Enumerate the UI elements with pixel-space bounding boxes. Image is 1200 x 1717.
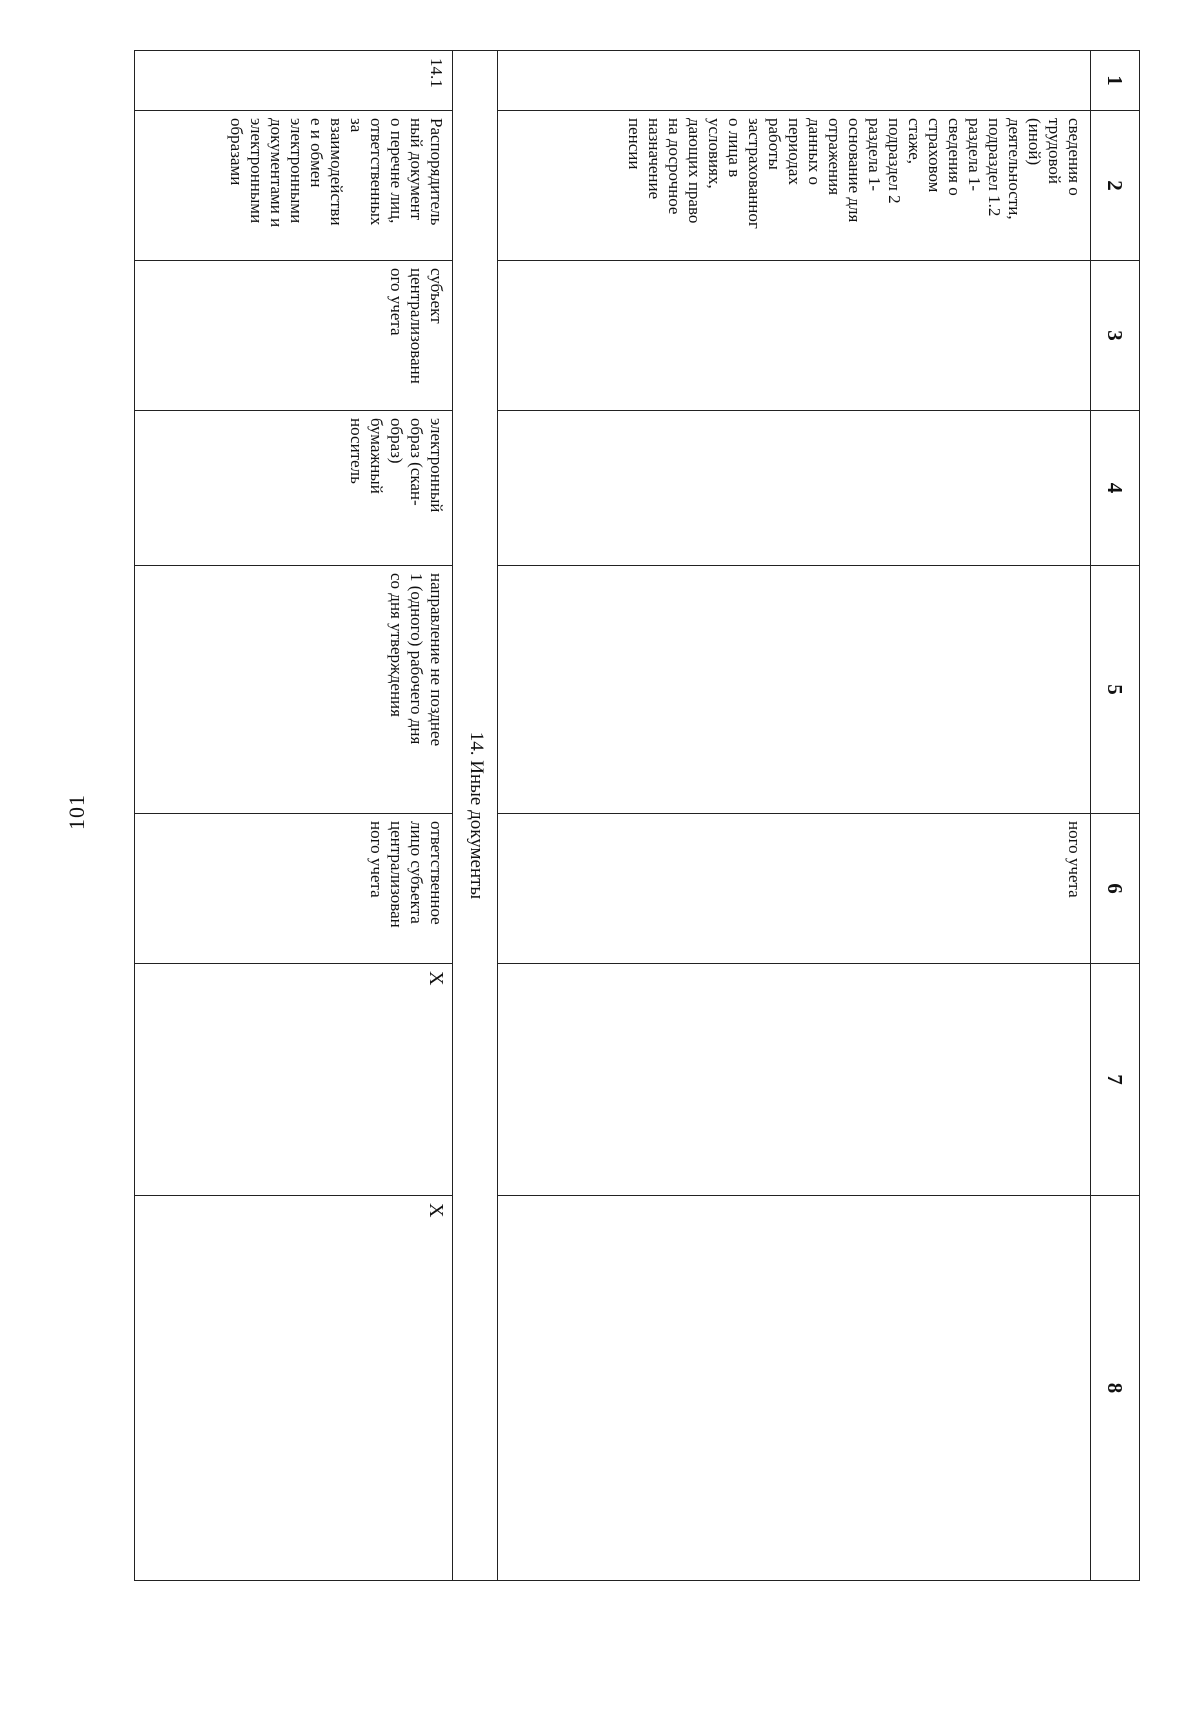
cell-text-line: условиях, [705, 118, 724, 189]
cell-text-line: взаимодействи [327, 118, 346, 226]
cell-text-line: ответственных [367, 118, 386, 226]
section-row [453, 51, 498, 1581]
cell-text-line: о перечне лиц, [387, 118, 406, 224]
cell-text-line: деятельности, [1005, 118, 1024, 220]
cell-text-line: застрахованног [745, 118, 764, 229]
cell-text-line: за [347, 118, 366, 133]
column-header: 5 [1091, 566, 1140, 814]
cell-text-line: централизован [387, 821, 406, 928]
cell-text-line: электронными [287, 118, 306, 224]
table-cell [498, 1196, 1091, 1581]
cell-text-line: ответственное [427, 821, 446, 925]
table-cell [498, 411, 1091, 566]
column-header: 4 [1091, 411, 1140, 566]
cell-text-line: периодах [785, 118, 804, 185]
cell-text-line: (иной) [1025, 118, 1044, 166]
cell-text-line: раздела 1- [965, 118, 984, 192]
cell-text-line: назначение [645, 118, 664, 200]
cell-text-line: носитель [347, 418, 366, 484]
section-title: 14. Иные документы [453, 51, 498, 1581]
cell-text-line: на досрочное [665, 118, 684, 215]
table-cell [135, 1196, 453, 1581]
column-header: 1 [1091, 51, 1140, 111]
cell-text-line: электронный [427, 418, 446, 513]
cell-text-line: образ (скан- [407, 418, 426, 506]
table-cell [135, 111, 453, 261]
cell-text-line: X [425, 1203, 447, 1218]
table-cell [498, 261, 1091, 411]
cell-text-line: дающих право [685, 118, 704, 224]
cell-text-line: страховом [925, 118, 944, 193]
table-cell [135, 566, 453, 814]
page-number: 101 [64, 794, 89, 830]
column-header-row [1091, 51, 1140, 1581]
cell-text-line: отражения [825, 118, 844, 196]
column-header: 2 [1091, 111, 1140, 261]
table-cell [498, 566, 1091, 814]
cell-text-line: образ) [387, 418, 406, 464]
cell-text-line: е и обмен [307, 118, 326, 188]
cell-text-line: ного учета [1065, 821, 1084, 898]
cell-text-line: документами и [267, 118, 286, 228]
cell-text-line: ного учета [367, 821, 386, 898]
table-cell [135, 411, 453, 566]
table-cell [498, 51, 1091, 111]
column-header: 8 [1091, 1196, 1140, 1581]
cell-text-line: подраздел 1.2 [985, 118, 1004, 217]
column-header: 6 [1091, 814, 1140, 964]
document-table [134, 50, 1140, 1581]
cell-text-line: работы [765, 118, 784, 170]
rotated-table-scan [130, 50, 1140, 1580]
table-row [135, 51, 453, 1581]
table-cell [498, 814, 1091, 964]
cell-text-line: трудовой [1045, 118, 1064, 184]
cell-text-line: раздела 1- [865, 118, 884, 192]
cell-text-line: сведения о [945, 118, 964, 196]
cell-text-line: данных о [805, 118, 824, 186]
cell-text-line: сведения о [1065, 118, 1084, 196]
cell-text-line: пенсии [625, 118, 644, 170]
cell-text-line: бумажный [367, 418, 386, 494]
cell-text-line: ный документ [407, 118, 426, 221]
table-cell [498, 111, 1091, 261]
cell-text-line: подраздел 2 [885, 118, 904, 204]
table-row-continuation [498, 51, 1091, 1581]
cell-text-line: лицо субъекта [407, 821, 426, 924]
cell-text-line: образами [227, 118, 246, 186]
cell-text-line: ого учета [387, 268, 406, 336]
cell-text-line: электронными [247, 118, 266, 224]
cell-text-line: X [425, 971, 447, 986]
table-cell [135, 814, 453, 964]
cell-text-line: направление не позднее [427, 573, 446, 747]
cell-text-line: 14.1 [427, 58, 446, 88]
cell-text-line: субъект [427, 268, 446, 324]
cell-text-line: стаже, [905, 118, 924, 165]
table-cell [135, 964, 453, 1196]
cell-text-line: централизованн [407, 268, 426, 384]
table-cell [135, 261, 453, 411]
cell-text-line: 1 (одного) рабочего дня [407, 573, 426, 745]
cell-text-line: о лица в [725, 118, 744, 178]
column-header: 3 [1091, 261, 1140, 411]
table-cell [135, 51, 453, 111]
cell-text-line: основание для [845, 118, 864, 223]
cell-text-line: со дня утверждения [387, 573, 406, 717]
cell-text-line: Распорядитель [427, 118, 446, 226]
table-cell [498, 964, 1091, 1196]
column-header: 7 [1091, 964, 1140, 1196]
